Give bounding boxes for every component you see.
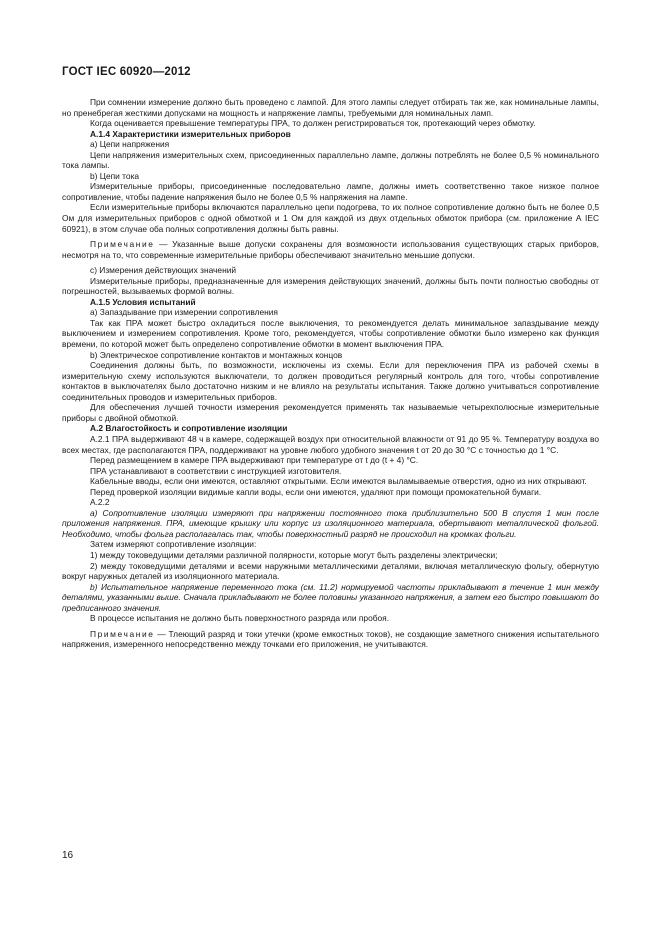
page-number: 16: [62, 850, 74, 861]
paragraph: Для обеспечения лучшей точности измерения рекомендуется применять так называемые четырехполюсные измерительные приборы с двойной обмоткой.: [62, 402, 599, 423]
subsection-label: c) Измерения действующих значений: [90, 265, 237, 276]
paragraph: Так как ПРА может быстро охладиться после выключения, то рекомендуется делать минимальное запаздывание между выключением и измерением сопротивления. Кроме того, рекомендуется, чтобы сопротивление обмотки было измерено как функция времени, по которой может быть определено сопротивление обмотки в момент выключения ПРА.: [62, 317, 599, 350]
paragraph: Перед размещением в камере ПРА выдерживают при температуре от t до (t + 4) °C.: [90, 455, 419, 466]
paragraph: Измерительные приборы, присоединенные последовательно лампе, должны иметь соответственно такое низкое полное сопротивление, чтобы падение напряжения было не более 0,5 % напряжения на лампе.: [62, 181, 599, 202]
note-text: — Указанные выше допуски сохранены для возможности использования существующих старых приборов, несмотря на то, что современные измерительные приборы обеспечивают значительно меньшие допуски.: [62, 239, 599, 260]
section-heading: A.2 Влагостойкость и сопротивление изоляции: [90, 423, 288, 434]
subsection-label: b) Электрическое сопротивление контактов и монтажных концов: [90, 349, 343, 360]
paragraph: a) Сопротивление изоляции измеряют при напряжении постоянного тока приблизительно 500 В спустя 1 мин после приложения напряжения. ПРА, имеющие крышку или корпус из изоляционного материала, обертывают металлической фольгой. Необходимо, чтобы фольга располагалась так, чтобы поверхностный разряд не происходил на кромках фольги.: [62, 507, 599, 539]
paragraph: ПРА устанавливают в соответствии с инструкцией изготовителя.: [90, 465, 342, 476]
paragraph: Перед проверкой изоляции видимые капли воды, если они имеются, удаляют при помощи промокательной бумаги.: [90, 486, 542, 497]
note: [62, 239, 599, 260]
paragraph: b) Испытательное напряжение переменного тока (см. 11.2) нормируемой частоты прикладывают в течение 1 мин между деталями, указанными выше. Сначала прикладывают не более половины указанного напряжения, а затем его быстро повышают до предписанного значения.: [62, 581, 599, 613]
subsection-label: b) Цепи тока: [90, 170, 140, 181]
list-item: 2) между токоведущими деталями и всеми наружными металлическими деталями, включая металлическую фольгу, обернутую вокруг наружных деталей из изоляционного материала.: [62, 560, 599, 582]
document-header: ГОСТ IEC 60920—2012: [62, 66, 191, 78]
section-heading: A.1.4 Характеристики измерительных приборов: [90, 128, 291, 139]
paragraph: Соединения должны быть, по возможности, исключены из схемы. Если для переключения ПРА из рабочей схемы в измерительную схему используются выключатели, то должен проводиться регулярный контроль для того, чтобы сопротивление контактов в выключателях было достаточно низким и не влияло на результаты испытания. Также должно учитываться сопротивление соединительных проводов и измерительных приборов.: [62, 360, 599, 402]
paragraph: Кабельные вводы, если они имеются, оставляют открытыми. Если имеются выламываемые отверстия, одно из них открывают.: [90, 476, 587, 487]
list-item: 1) между токоведущими деталями различной полярности, которые могут быть разделены электрически;: [90, 549, 498, 560]
paragraph: A.2.1 ПРА выдерживают 48 ч в камере, содержащей воздух при относительной влажности от 91 до 95 %. Температуру воздуха во всех местах, где располагаются ПРА, поддерживают на уровне любого удобного значения t от 20 до 30 °C с точностью до 1 °C.: [62, 433, 599, 455]
note: [62, 629, 599, 650]
section-heading: A.1.5 Условия испытаний: [90, 296, 196, 307]
paragraph: Затем измеряют сопротивление изоляции:: [90, 539, 257, 550]
note-label: Примечание: [90, 628, 155, 639]
subsection-label: a) Запаздывание при измерении сопротивления: [90, 307, 278, 318]
note-text: — Тлеющий разряд и токи утечки (кроме емкостных токов), не создающие заметного снижения испытательного напряжения, измеренного непосредственно между точками его приложения, не учитываются.: [62, 628, 599, 650]
paragraph: В процессе испытания не должно быть поверхностного разряда или пробоя.: [90, 613, 390, 624]
paragraph: Если измерительные приборы включаются параллельно цепи подогрева, то их полное сопротивление должно быть не более 0,5 Ом для измерительных приборов с одной обмоткой и 1 Ом для каждой из двух отдельных обмоток прибора (см. приложение А IEC 60921), в этом случае оба полных сопротивления должны быть равны.: [62, 202, 599, 234]
paragraph: При сомнении измерение должно быть проведено с лампой. Для этого лампы следует отбирать так же, как номинальные лампы, но пренебрегая жесткими допусками на мощность и напряжение лампы, требуемыми для номинальных ламп.: [62, 97, 599, 118]
paragraph: Измерительные приборы, предназначенные для измерения действующих значений, должны быть почти полностью свободны от погрешностей, вызываемых формой волны.: [62, 275, 599, 297]
clause-number: A.2.2: [90, 497, 110, 508]
paragraph: Когда оценивается превышение температуры ПРА, то должен регистрироваться ток, протекающий через обмотку.: [90, 118, 536, 129]
subsection-label: a) Цепи напряжения: [90, 139, 170, 150]
note-label: Примечание: [90, 239, 155, 250]
page-body: [62, 97, 599, 650]
paragraph: Цепи напряжения измерительных схем, присоединенных параллельно лампе, должны потреблять не более 0,5 % номинального тока лампы.: [62, 149, 599, 171]
